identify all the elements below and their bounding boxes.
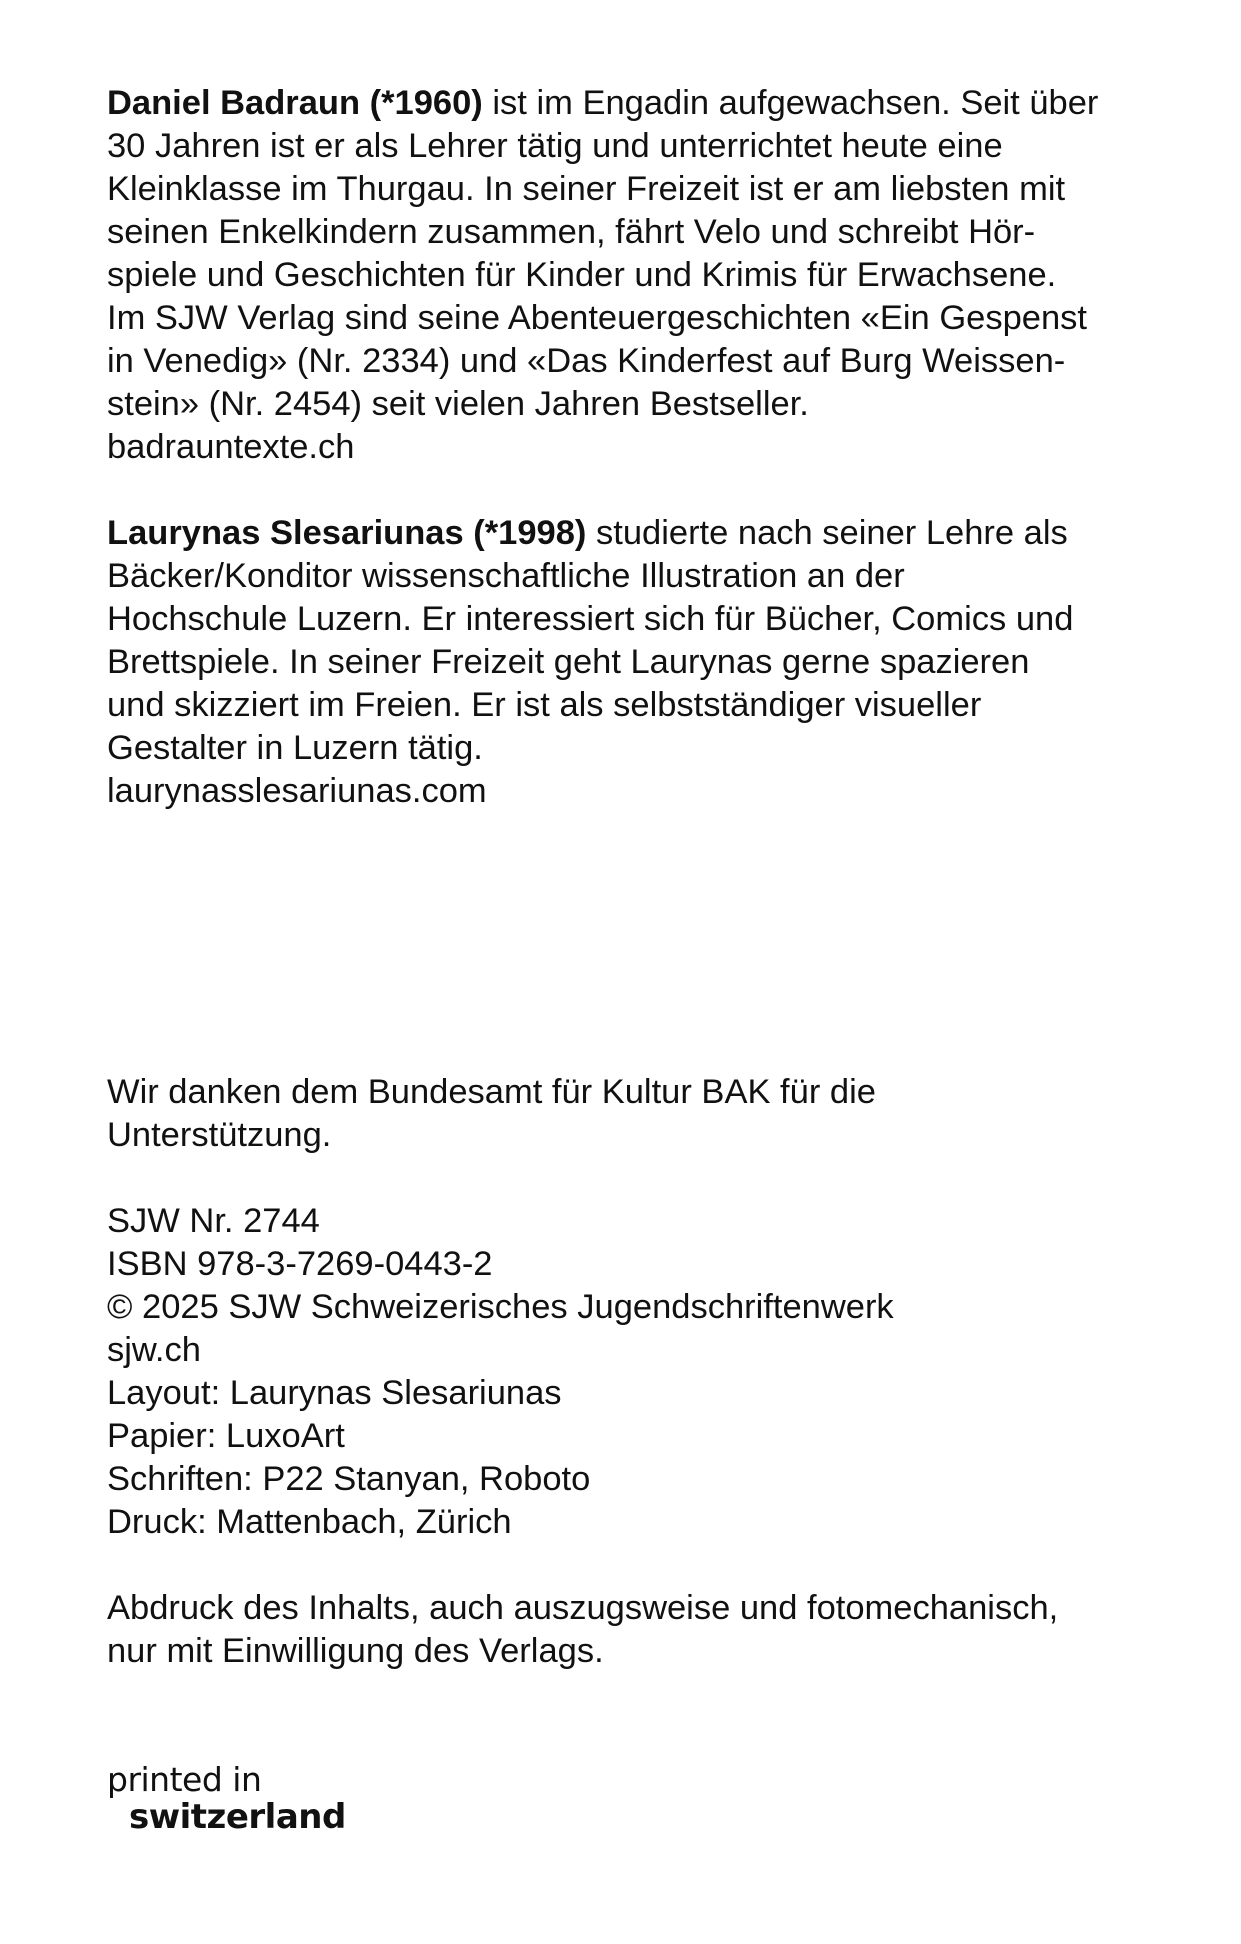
imprint [107,1200,1147,1544]
illustrator-bio-line: und skizziert im Freien. Er ist als selbstständiger visueller [107,686,982,724]
publisher-website: sjw.ch [107,1331,201,1369]
printed-in-switzerland-logo [107,1762,346,1836]
rights-line: Abdruck des Inhalts, auch auszugsweise und fotomechanisch, [107,1589,1059,1627]
rights-notice [107,1587,1147,1673]
acknowledgement [107,1071,1147,1157]
logo-line-1: printed in [107,1760,262,1799]
paper-credit: Papier: LuxoArt [107,1417,345,1455]
layout-credit: Layout: Laurynas Slesariunas [107,1374,562,1412]
author-bio-line: Kleinklasse im Thurgau. In seiner Freizeit ist er am liebsten mit [107,170,1066,208]
illustrator-bio-line: Bäcker/Konditor wissenschaftliche Illustration an der [107,557,905,595]
print-credit: Druck: Mattenbach, Zürich [107,1503,512,1541]
illustrator-name: Laurynas Slesariunas (*1998) [107,514,587,552]
author-website: badrauntexte.ch [107,428,355,466]
illustrator-bio-line: Gestalter in Luzern tätig. [107,729,483,767]
author-bio-line: 30 Jahren ist er als Lehrer tätig und unterrichtet heute eine [107,127,1003,165]
illustrator-bio-line: Brettspiele. In seiner Freizeit geht Laurynas gerne spazieren [107,643,1030,681]
author-bio-line: spiele und Geschichten für Kinder und Krimis für Erwachsene. [107,256,1057,294]
illustrator-bio-line: Hochschule Luzern. Er interessiert sich für Bücher, Comics und [107,600,1074,638]
acknowledgement-line: Wir danken dem Bundesamt für Kultur BAK für die [107,1073,876,1111]
rights-line: nur mit Einwilligung des Verlags. [107,1632,604,1670]
acknowledgement-line: Unterstützung. [107,1116,332,1154]
author-name: Daniel Badraun (*1960) [107,84,483,122]
author-bio-line: in Venedig» (Nr. 2334) und «Das Kinderfest auf Burg Weissen- [107,342,1066,380]
author-bio [107,82,1147,469]
author-bio-line-1: Daniel Badraun (*1960) ist im Engadin aufgewachsen. Seit über [107,84,1099,122]
copyright: © 2025 SJW Schweizerisches Jugendschriftenwerk [107,1288,894,1326]
series-number: SJW Nr. 2744 [107,1202,320,1240]
author-bio-line: stein» (Nr. 2454) seit vielen Jahren Bestseller. [107,385,809,423]
logo-line-2: switzerland [129,1797,346,1837]
colophon-page [107,82,1147,1673]
author-bio-line: seinen Enkelkindern zusammen, fährt Velo und schreibt Hör- [107,213,1036,251]
illustrator-bio-line-1: Laurynas Slesariunas (*1998) studierte nach seiner Lehre als [107,514,1068,552]
illustrator-website: laurynasslesariunas.com [107,772,487,810]
fonts-credit: Schriften: P22 Stanyan, Roboto [107,1460,591,1498]
author-bio-line: Im SJW Verlag sind seine Abenteuergeschichten «Ein Gespenst [107,299,1087,337]
isbn: ISBN 978-3-7269-0443-2 [107,1245,493,1283]
illustrator-bio [107,512,1147,813]
